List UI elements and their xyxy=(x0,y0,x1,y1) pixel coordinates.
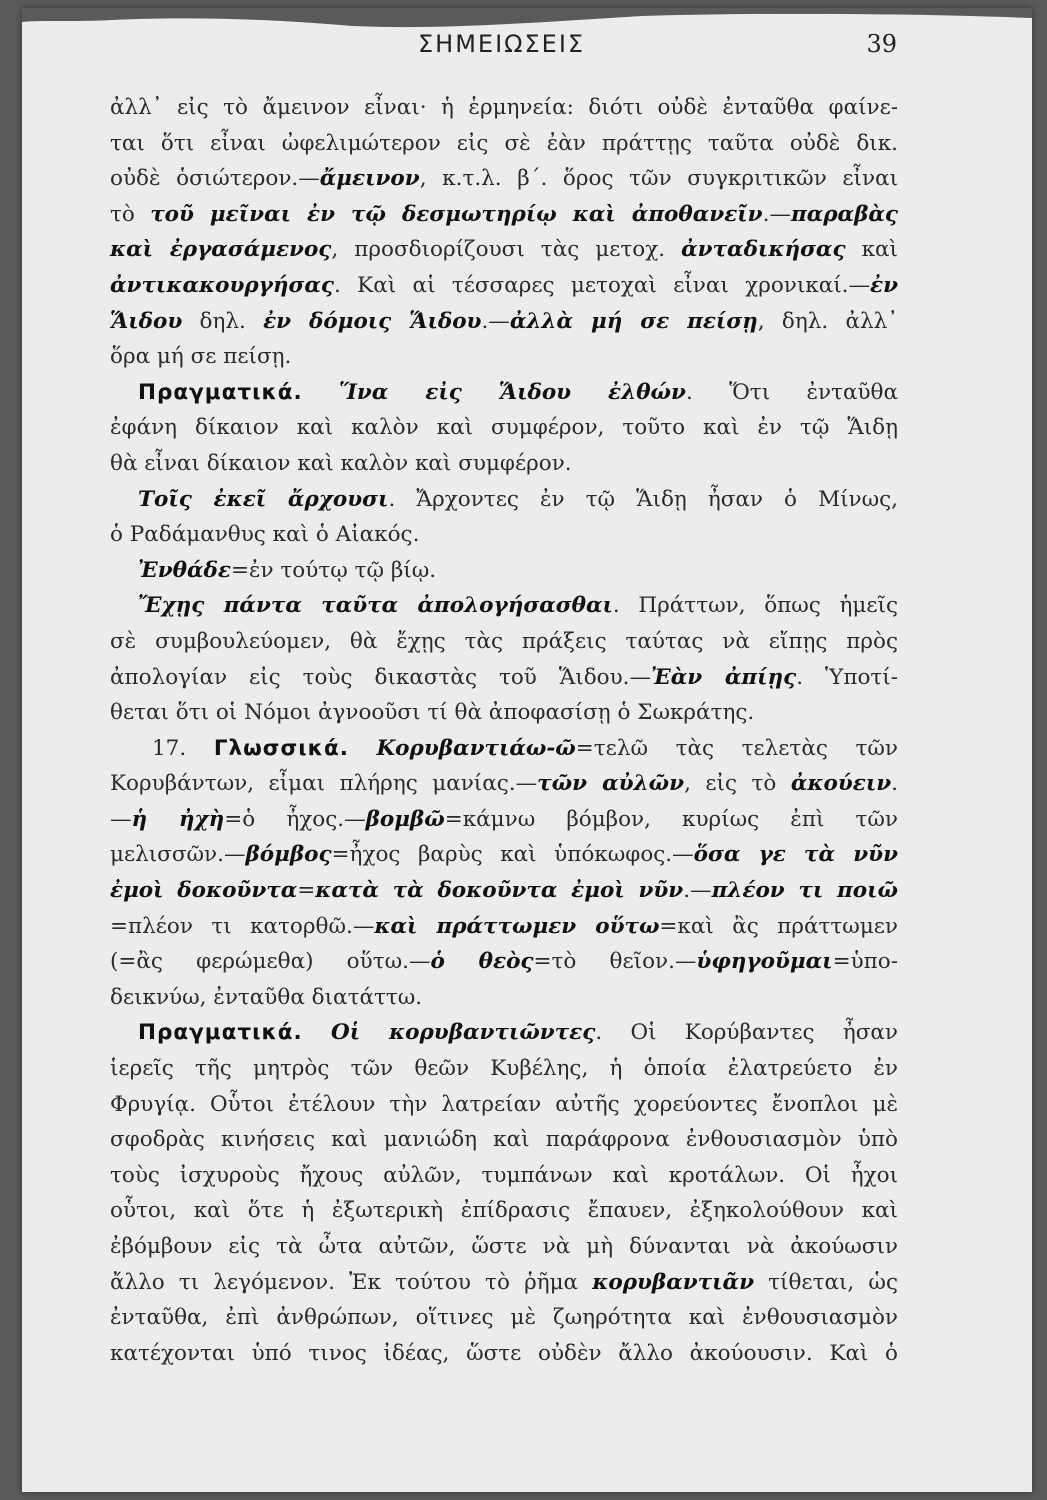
text-line xyxy=(110,624,898,660)
emphasized-term: ἡ ἠχὴ xyxy=(131,806,225,832)
text-run: ὅρα μή σε πείσῃ. xyxy=(110,344,292,370)
emphasized-term: ἄμεινον xyxy=(319,166,420,192)
text-run: = xyxy=(297,878,316,904)
emphasized-term: Κορυβαντιάω-ῶ xyxy=(376,735,576,761)
text-line xyxy=(110,446,898,482)
section-heading: Γλωσσικά. xyxy=(213,735,349,761)
emphasized-term: Ἵνα εἰς Ἅιδου ἐλθών xyxy=(339,379,686,405)
text-run: ται ὅτι εἶναι ὠφελιμώτερον εἰς σὲ ἐὰν πράττῃς ταῦτα οὐδὲ δικ. xyxy=(110,130,898,156)
text-run: Κορυβάντων, εἶμαι πλήρης μανίας.— xyxy=(110,771,538,797)
text-run: . Ἄρχοντες ἐν τῷ Ἅιδῃ ἦσαν ὁ Μίνως, xyxy=(388,486,898,512)
text-line xyxy=(110,339,898,375)
text-run: =ὁ ἦχος.— xyxy=(224,806,366,832)
emphasized-term: κορυβαντιᾶν xyxy=(592,1269,754,1295)
emphasized-term: ὁ θεὸς xyxy=(430,949,534,975)
text-line xyxy=(110,1336,898,1372)
text-line xyxy=(110,980,898,1016)
text-line xyxy=(110,1229,898,1265)
text-line xyxy=(110,1122,898,1158)
text-line xyxy=(110,1265,898,1301)
emphasized-term: Ἅιδου xyxy=(110,308,183,334)
text-line xyxy=(110,410,898,446)
text-run: =καὶ ἂς πράττωμεν xyxy=(659,913,898,939)
book-page xyxy=(22,8,1032,1492)
text-run: , κ.τ.λ. β΄. ὅρος τῶν συγκριτικῶν εἶναι xyxy=(419,166,898,192)
text-line xyxy=(110,909,898,945)
text-run: σὲ συμβουλεύομεν, θὰ ἔχῃς τὰς πράξεις ταύτας νὰ εἴπῃς πρὸς xyxy=(110,628,898,654)
body-text xyxy=(110,90,898,1371)
text-line xyxy=(110,766,898,802)
text-run: μελισσῶν.— xyxy=(110,842,246,868)
emphasized-term: πλέον τι ποιῶ xyxy=(711,878,898,904)
text-run: =ἦχος βαρὺς καὶ ὑπόκωφος.— xyxy=(331,842,694,868)
text-line xyxy=(110,837,898,873)
emphasized-term: ἐν xyxy=(870,272,898,298)
text-line xyxy=(110,161,898,197)
text-run: καὶ xyxy=(845,237,898,263)
text-run: . xyxy=(891,771,898,797)
emphasized-term: τῶν αὐλῶν xyxy=(537,771,685,797)
text-line xyxy=(110,1051,898,1087)
emphasized-term: κατὰ τὰ δοκοῦντα ἐμοὶ νῦν xyxy=(315,878,684,904)
text-run: ἐφάνη δίκαιον καὶ καλὸν καὶ συμφέρον, τοῦτο καὶ ἐν τῷ Ἅιδῃ xyxy=(110,415,898,441)
text-line xyxy=(110,197,898,233)
emphasized-term: καὶ ἐργασάμενος xyxy=(110,237,332,263)
text-run: δεικνύω, ἐνταῦθα διατάττω. xyxy=(110,984,423,1010)
text-line xyxy=(110,873,898,909)
emphasized-term: ἐμοὶ δοκοῦντα xyxy=(110,878,298,904)
emphasized-term: ὑφηγοῦμαι xyxy=(696,949,833,975)
text-run: . Ὅτι ἐνταῦθα xyxy=(685,379,898,405)
page-number: 39 xyxy=(866,30,897,58)
text-line xyxy=(110,1087,898,1123)
emphasized-term: Ἐὰν ἀπίῃς xyxy=(651,664,797,690)
text-run: . Καὶ αἱ τέσσαρες μετοχαὶ εἶναι χρονικαί.— xyxy=(333,272,870,298)
text-line xyxy=(110,1015,898,1051)
section-heading: Πραγματικά. xyxy=(138,379,303,405)
text-run: =κάμνω βόμβον, κυρίως ἐπὶ τῶν xyxy=(444,806,898,832)
text-run: τοὺς ἰσχυροὺς ἤχους αὐλῶν, τυμπάνων καὶ κροτάλων. Οἱ ἦχοι xyxy=(110,1162,898,1188)
text-run: ἀπολογίαν εἰς τοὺς δικαστὰς τοῦ Ἅιδου.— xyxy=(110,664,651,690)
text-run: =πλέον τι κατορθῶ.— xyxy=(110,913,375,939)
text-run: κατέχονται ὑπό τινος ἰδέας, ὥστε οὐδὲν ἄλλο ἀκούουσιν. Καὶ ὁ xyxy=(110,1340,898,1366)
text-run: ἐνταῦθα, ἐπὶ ἀνθρώπων, οἵτινες μὲ ζωηρότητα καὶ ἐνθουσιασμὸν xyxy=(110,1305,898,1331)
emphasized-term: Ἔχῃς πάντα ταῦτα ἀπολογήσασθαι xyxy=(138,593,613,619)
text-run: ἄλλο τι λεγόμενον. Ἐκ τούτου τὸ ῥῆμα xyxy=(110,1269,593,1295)
text-line xyxy=(110,126,898,162)
emphasized-term: καὶ πράττωμεν οὕτω xyxy=(374,913,660,939)
text-run: ἀλλ᾽ εἰς τὸ ἄμεινον εἶναι· ἡ ἑρμηνεία: διότι οὐδὲ ἐνταῦθα φαίνε- xyxy=(110,95,898,120)
running-title: ΣΗΜΕΙΩΣΕΙΣ xyxy=(418,30,586,58)
text-line xyxy=(110,1193,898,1229)
emphasized-term: ἀνταδικήσας xyxy=(681,237,846,263)
text-run: ὁ Ραδάμανθυς καὶ ὁ Αἰακός. xyxy=(110,522,420,548)
text-run: .— xyxy=(481,308,510,334)
text-line xyxy=(110,553,898,589)
text-run: δηλ. xyxy=(182,308,264,334)
emphasized-term: Ἐνθάδε xyxy=(138,557,231,583)
emphasized-term: ἐν δόμοις Ἅιδου xyxy=(263,308,482,334)
emphasized-term: ἀλλὰ μή σε πείσῃ xyxy=(509,308,758,334)
text-run: =τελῶ τὰς τελετὰς τῶν xyxy=(575,735,898,761)
text-run: .— xyxy=(683,878,712,904)
text-run: . Πράττων, ὅπως ἡμεῖς xyxy=(612,593,898,619)
text-line xyxy=(110,482,898,518)
text-run: οὗτοι, καὶ ὅτε ἡ ἐξωτερικὴ ἐπίδρασις ἔπαυεν, ἐξηκολούθουν καὶ xyxy=(110,1198,898,1224)
text-run: , δηλ. ἀλλ᾽ xyxy=(757,308,899,334)
text-run: τὸ xyxy=(110,201,151,227)
text-line xyxy=(110,90,898,126)
text-run: ἐβόμβουν εἰς τὰ ὦτα αὐτῶν, ὥστε νὰ μὴ δύνανται νὰ ἀκούωσιν xyxy=(110,1234,898,1259)
text-line xyxy=(110,660,898,696)
text-run: σφοδρὰς κινήσεις καὶ μανιώδη καὶ παράφρονα ἐνθουσιασμὸν ὑπὸ xyxy=(110,1127,898,1153)
text-line xyxy=(110,588,898,624)
text-run: . Οἱ Κορύβαντες ἦσαν xyxy=(595,1020,898,1046)
emphasized-term: ἀντικακουργήσας xyxy=(110,272,334,298)
text-run: 17. xyxy=(152,735,214,761)
text-run: , προσδιορίζουσι τὰς μετοχ. xyxy=(331,237,682,263)
emphasized-term: Οἱ κορυβαντιῶντες xyxy=(330,1020,596,1046)
text-line xyxy=(110,517,898,553)
text-run: , εἰς τὸ xyxy=(684,771,791,797)
text-run: θὰ εἶναι δίκαιον καὶ καλὸν καὶ συμφέρον. xyxy=(110,450,572,476)
text-line xyxy=(110,268,898,304)
text-run: =ὑπο- xyxy=(832,949,898,975)
text-run: =τὸ θεῖον.— xyxy=(533,949,697,975)
emphasized-term: τοῦ μεῖναι ἐν τῷ δεσμωτηρίῳ καὶ ἀποθανεῖν xyxy=(150,201,763,227)
text-line xyxy=(110,304,898,340)
text-run: =ἐν τούτῳ τῷ βίῳ. xyxy=(230,557,437,583)
emphasized-term: βόμβος xyxy=(245,842,332,868)
emphasized-term: βομβῶ xyxy=(365,806,445,832)
page-header xyxy=(22,30,1032,66)
text-run xyxy=(303,1020,331,1045)
emphasized-term: παραβὰς xyxy=(790,201,898,227)
text-line xyxy=(110,1158,898,1194)
text-run: θεται ὅτι οἱ Νόμοι ἀγνοοῦσι τί θὰ ἀποφασίσῃ ὁ Σωκράτης. xyxy=(110,700,755,726)
text-run: ἱερεῖς τῆς μητρὸς τῶν θεῶν Κυβέλης, ἡ ὁποία ἐλατρεύετο ἐν xyxy=(110,1056,898,1082)
text-line xyxy=(110,944,898,980)
text-run: — xyxy=(110,806,132,832)
text-run: οὐδὲ ὁσιώτερον.— xyxy=(110,166,320,192)
text-run: τίθεται, ὡς xyxy=(754,1269,898,1295)
text-run xyxy=(349,736,377,761)
text-run: (=ἂς φερώμεθα) οὕτω.— xyxy=(110,949,431,975)
emphasized-term: Τοῖς ἐκεῖ ἄρχουσι xyxy=(138,486,389,512)
text-run: . Ὑποτί- xyxy=(796,664,898,690)
text-line xyxy=(110,695,898,731)
text-line xyxy=(110,375,898,411)
section-heading: Πραγματικά. xyxy=(138,1020,303,1046)
emphasized-term: ἀκούειν xyxy=(790,771,892,797)
text-line xyxy=(110,802,898,838)
text-run: Φρυγίᾳ. Οὗτοι ἐτέλουν τὴν λατρείαν αὐτῆς χορεύοντες ἔνοπλοι μὲ xyxy=(110,1091,898,1117)
text-line xyxy=(110,1300,898,1336)
text-run: .— xyxy=(762,201,791,227)
text-line xyxy=(110,731,898,767)
text-line xyxy=(110,232,898,268)
text-run xyxy=(303,380,339,405)
emphasized-term: ὅσα γε τὰ νῦν xyxy=(693,842,898,868)
